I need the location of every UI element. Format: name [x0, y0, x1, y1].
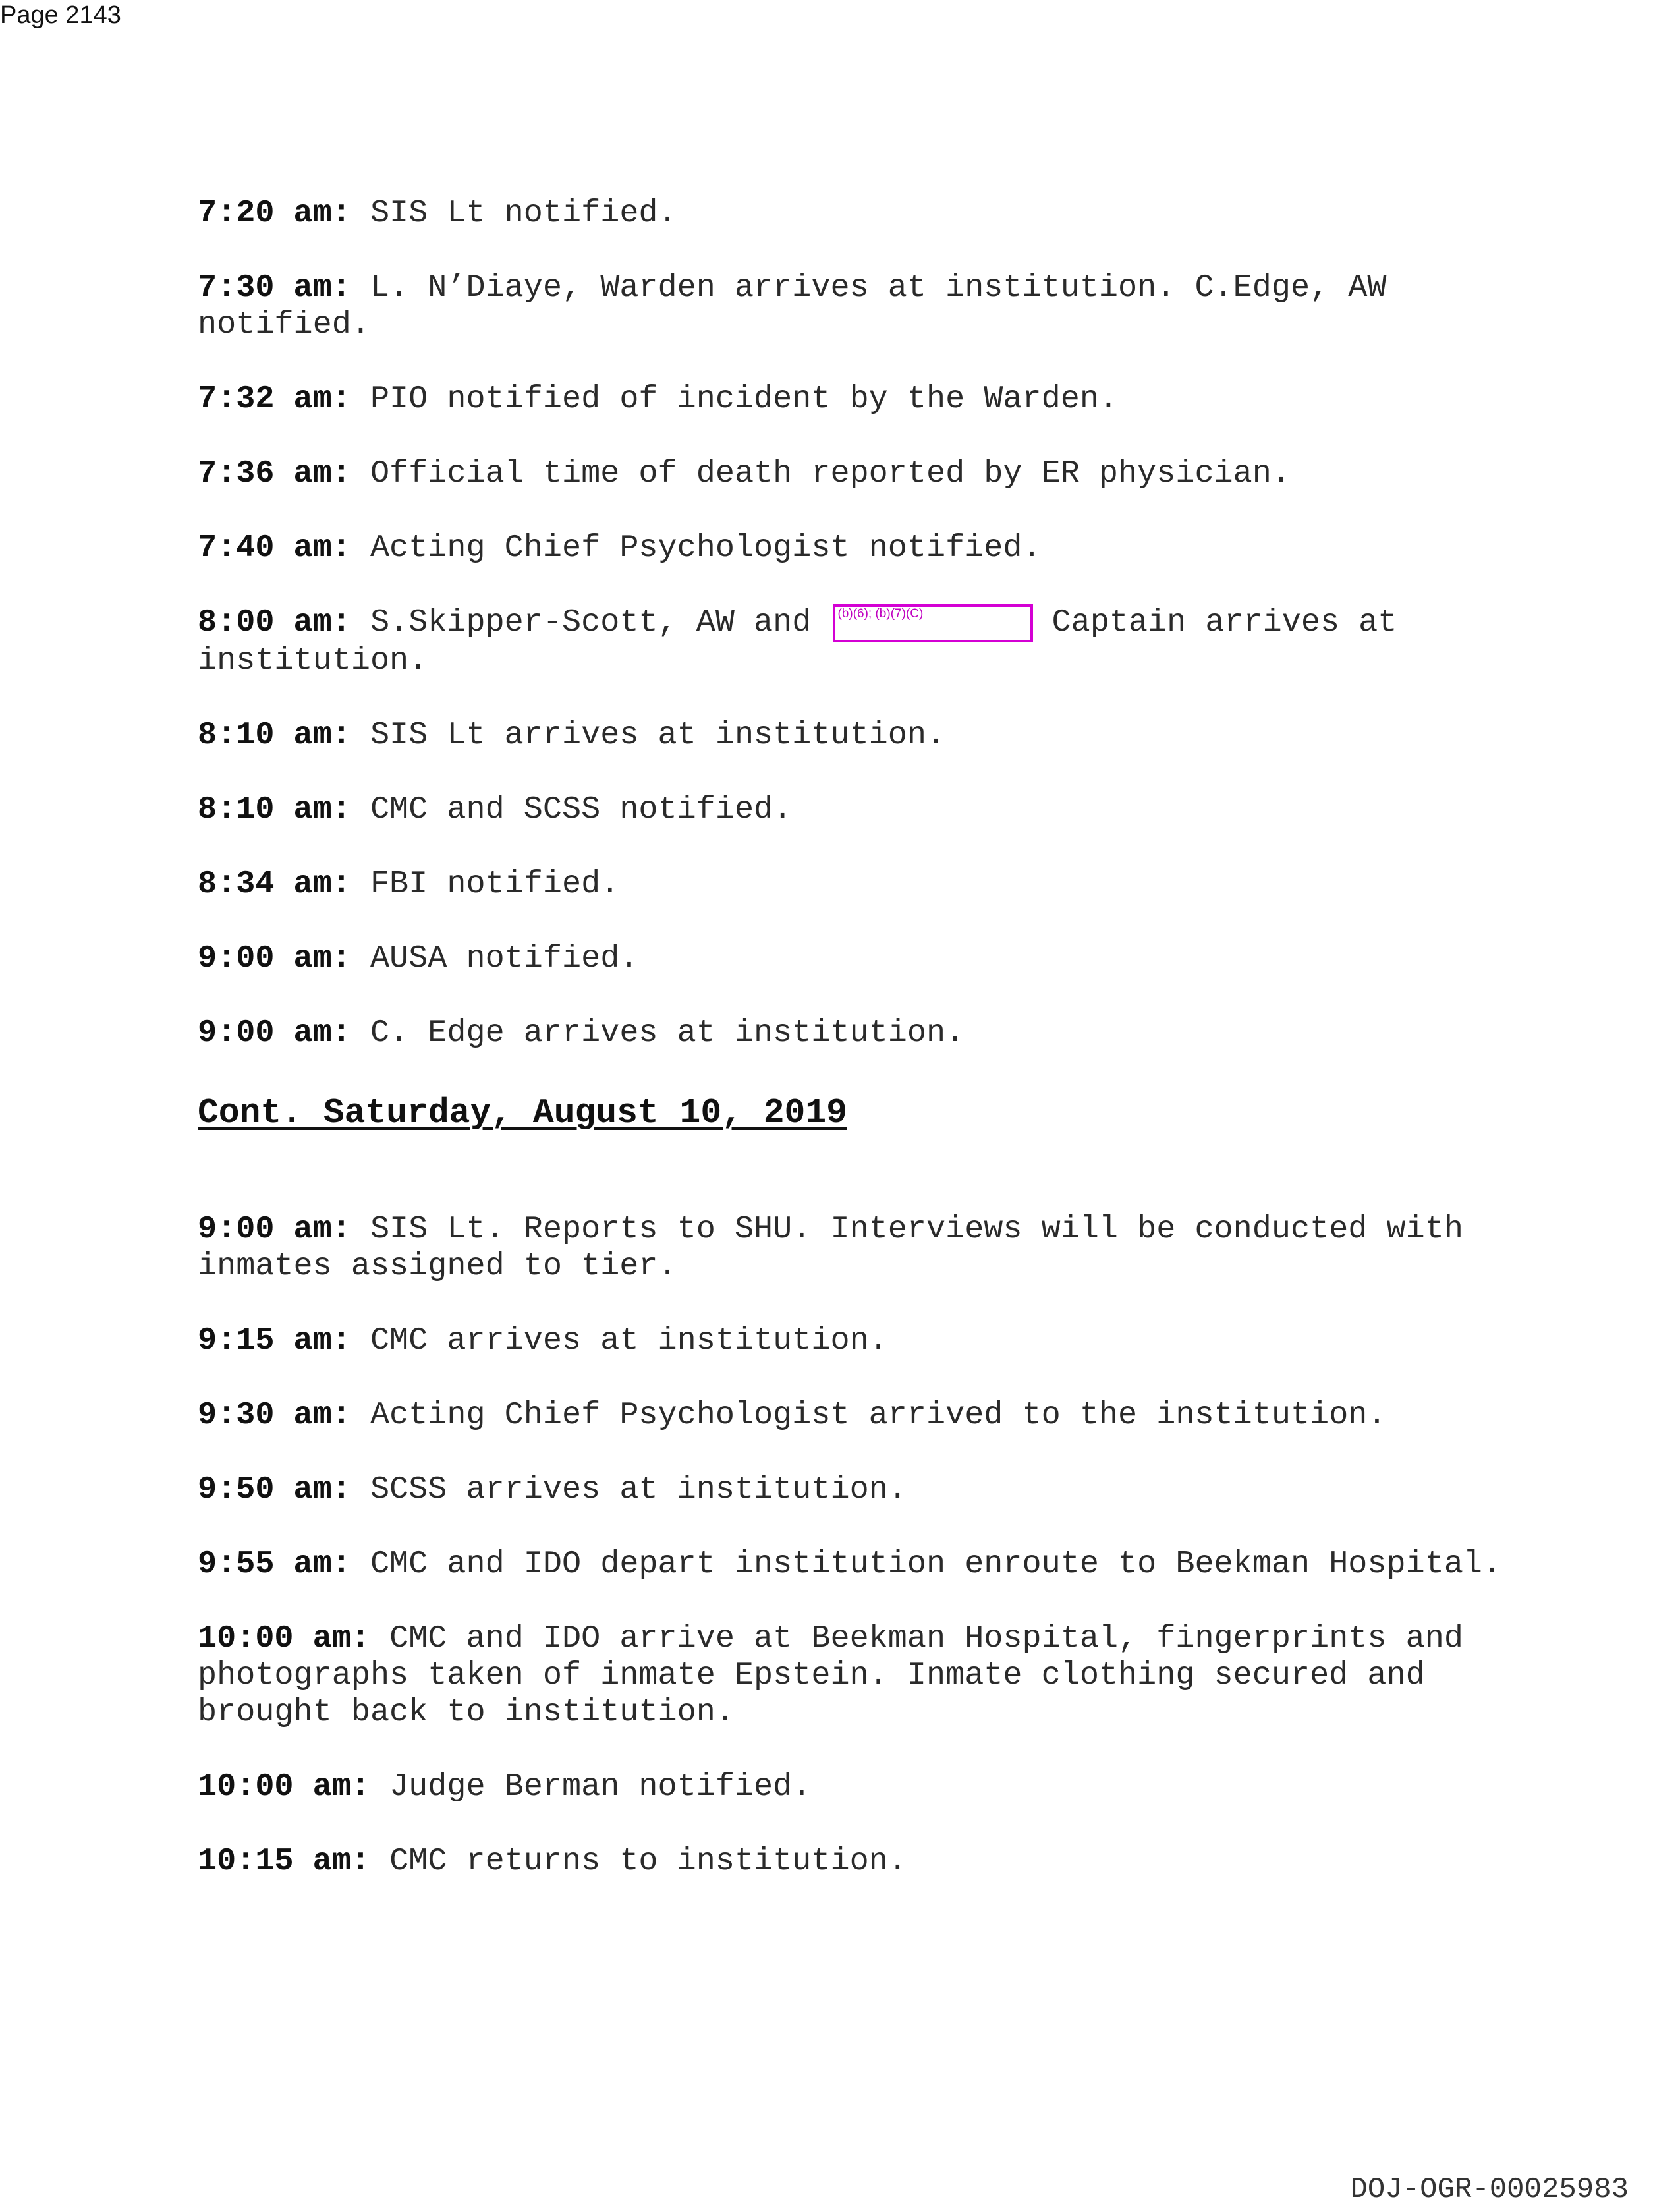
entry-text: Acting Chief Psychologist notified.: [370, 530, 1042, 566]
entry-text: CMC and IDO arrive at Beekman Hospital, fingerprints and photographs taken of inmate Epstein. Inmate clothing secured and brought back to institution.: [198, 1620, 1483, 1730]
entry-text: CMC and IDO depart institution enroute to Beekman Hospital.: [370, 1546, 1502, 1582]
entry-time: 10:15 am: [198, 1843, 351, 1879]
entry-time: 7:40 am: [198, 530, 332, 566]
entry-text: CMC and SCSS notified.: [370, 791, 793, 828]
timeline-entry: [198, 381, 1502, 418]
entry-time: 7:32 am: [198, 381, 332, 417]
entry-text: Acting Chief Psychologist arrived to the institution.: [370, 1397, 1387, 1433]
entry-time: 8:00 am: [198, 604, 332, 640]
timeline-entry: [198, 455, 1502, 492]
timeline-entry: [198, 530, 1502, 567]
time-colon: :: [331, 1322, 351, 1359]
entry-time: 7:36 am: [198, 455, 332, 492]
time-colon: :: [331, 455, 351, 492]
entry-time: 9:00 am: [198, 1211, 332, 1247]
entry-text: Judge Berman notified.: [389, 1769, 812, 1805]
timeline-entry: [198, 1211, 1502, 1285]
timeline-entry: [198, 1322, 1502, 1359]
entry-time: 9:30 am: [198, 1397, 332, 1433]
entry-text: SIS Lt. Reports to SHU. Interviews will be conducted with inmates assigned to tier.: [198, 1211, 1483, 1284]
redaction-box: [833, 604, 1033, 642]
time-colon: :: [331, 381, 351, 417]
entry-time: 9:55 am: [198, 1546, 332, 1582]
entry-time: 9:15 am: [198, 1322, 332, 1359]
entry-text: SCSS arrives at institution.: [370, 1471, 907, 1508]
section-heading: Cont. Saturday, August 10, 2019: [198, 1093, 847, 1133]
time-colon: :: [331, 1397, 351, 1433]
entry-text: L. N’Diaye, Warden arrives at institution. C.Edge, AW notified.: [198, 269, 1406, 343]
time-colon: :: [350, 1620, 370, 1657]
entry-text: SIS Lt notified.: [370, 195, 677, 231]
timeline-entry: [198, 717, 1502, 754]
time-colon: :: [331, 195, 351, 231]
entry-text: AUSA notified.: [370, 940, 639, 977]
timeline-entry: [198, 269, 1502, 343]
entry-text: SIS Lt arrives at institution.: [370, 717, 946, 753]
entry-text: CMC arrives at institution.: [370, 1322, 888, 1359]
timeline-entry: [198, 1620, 1502, 1731]
entry-time: 9:50 am: [198, 1471, 332, 1508]
timeline-entry: [198, 195, 1502, 232]
timeline-entry: [198, 1471, 1502, 1508]
timeline-entry: [198, 1546, 1502, 1583]
time-colon: :: [331, 866, 351, 902]
time-colon: :: [331, 1546, 351, 1582]
timeline-entry: [198, 866, 1502, 903]
time-colon: :: [350, 1843, 370, 1879]
time-colon: :: [331, 791, 351, 828]
timeline-entry: [198, 940, 1502, 977]
entry-time: 7:20 am: [198, 195, 332, 231]
timeline-entry: [198, 791, 1502, 828]
timeline-entry: [198, 1397, 1502, 1434]
timeline-entry: [198, 1843, 1502, 1880]
entry-text: C. Edge arrives at institution.: [370, 1015, 965, 1051]
timeline-entry: [198, 1015, 1502, 1052]
entry-time: 10:00 am: [198, 1620, 351, 1657]
page-number-label: Page 2143: [0, 1, 121, 29]
timeline-document-body: [198, 195, 1502, 1917]
entry-text-before-redaction: S.Skipper-Scott, AW and: [370, 604, 812, 640]
entry-time: 9:00 am: [198, 1015, 332, 1051]
entry-text: FBI notified.: [370, 866, 620, 902]
time-colon: :: [350, 1769, 370, 1805]
bates-number: DOJ-OGR-00025983: [1350, 2173, 1629, 2206]
time-colon: :: [331, 940, 351, 977]
time-colon: :: [331, 530, 351, 566]
timeline-entry-redacted: [198, 604, 1502, 679]
entry-time: 9:00 am: [198, 940, 332, 977]
time-colon: :: [331, 1211, 351, 1247]
timeline-entry: [198, 1769, 1502, 1805]
entry-time: 8:34 am: [198, 866, 332, 902]
time-colon: :: [331, 269, 351, 306]
entry-time: 8:10 am: [198, 791, 332, 828]
time-colon: :: [331, 717, 351, 753]
time-colon: :: [331, 1015, 351, 1051]
entry-text: PIO notified of incident by the Warden.: [370, 381, 1119, 417]
entry-text: CMC returns to institution.: [389, 1843, 907, 1879]
entry-time: 10:00 am: [198, 1769, 351, 1805]
entry-text-after-redaction: Captain arrives at institution.: [198, 604, 1416, 679]
redaction-exemption-label: (b)(6); (b)(7)(C): [837, 607, 924, 621]
entry-text: Official time of death reported by ER physician.: [370, 455, 1291, 492]
time-colon: :: [331, 1471, 351, 1508]
entry-time: 8:10 am: [198, 717, 332, 753]
time-colon: :: [331, 604, 351, 640]
entry-time: 7:30 am: [198, 269, 332, 306]
